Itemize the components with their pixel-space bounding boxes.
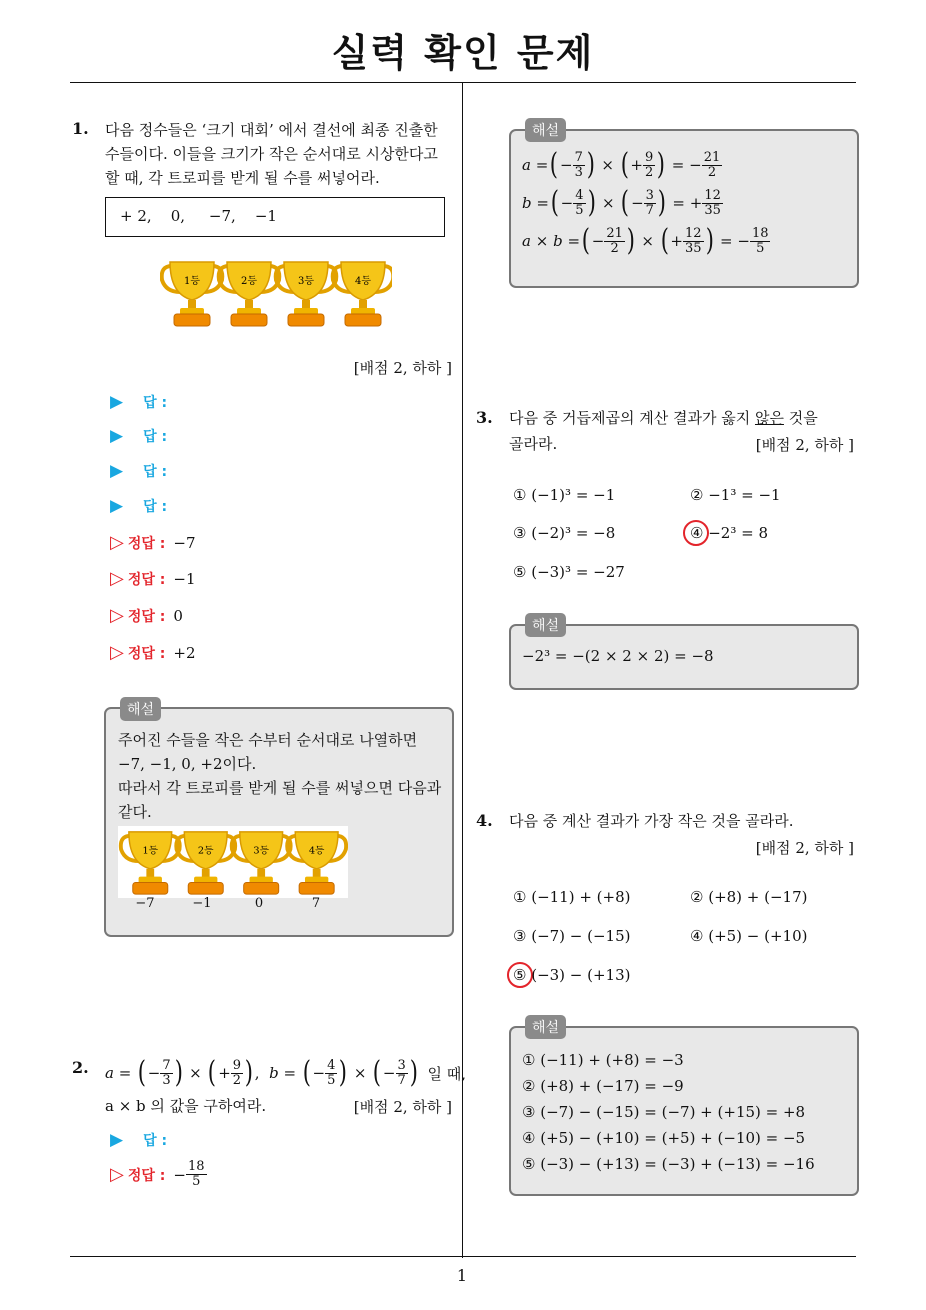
q4-choice-5[interactable]: ⑤ (−3) − (+13) [513, 966, 631, 984]
q1-meta: [배점 2, 하하 ] [353, 359, 452, 377]
q1-answer-blank[interactable] [110, 496, 167, 516]
correct-denominator: 5 [186, 1174, 207, 1189]
q1-number-set: + 2, 0, −7, −1 [120, 207, 277, 225]
q1-explanation-trophies [116, 828, 348, 900]
answer-label: 답 : [143, 499, 168, 515]
q1-correct-answer [110, 568, 196, 589]
q4-explanation-tag: 해설 [525, 1015, 566, 1039]
q3-choice-3[interactable]: ③ (−2)³ = −8 [513, 524, 616, 542]
explanation-line: ③ (−7) − (−15) = (−7) + (+15) = +8 [522, 1103, 806, 1121]
trophy-icon [333, 262, 392, 326]
q3-choice-1[interactable]: ① (−1)³ = −1 [513, 486, 616, 504]
explanation-value: 0 [254, 896, 264, 911]
trophy-icon [276, 262, 337, 326]
q2-number: 2. [72, 1058, 89, 1077]
trophy-label: 4등 [308, 845, 325, 857]
explanation-value: 7 [311, 896, 321, 911]
q2-explanation-tag: 해설 [525, 118, 566, 142]
q1-text-line: 다음 정수들은 ‘크기 대회’ 에서 결선에 최종 진출한 [105, 121, 438, 139]
triangle-outline-icon: ▷ [110, 532, 124, 553]
triangle-outline-icon: ▷ [110, 605, 124, 626]
explanation-line: −7, −1, 0, +2이다. [118, 755, 257, 773]
correct-label: 정답 : [127, 535, 166, 552]
trophy-label: 2등 [240, 276, 258, 287]
q2-explanation-line: a = ( − $\frac{7}{3}$ ) × ( + $\frac{9}{2}$ ) = − $\frac{21}{2}$ [522, 147, 721, 182]
trophy-icon [232, 832, 291, 894]
q1-text-line: 수들이다. 이들을 크기가 작은 순서대로 시상한다고 [105, 145, 438, 163]
q3-number: 3. [476, 408, 493, 427]
q1-text-line: 할 때, 각 트로피를 받게 될 수를 써넣어라. [105, 169, 380, 187]
q1-number: 1. [72, 119, 89, 138]
correct-label: 정답 : [127, 571, 166, 588]
header-rule [70, 82, 856, 83]
q1-explanation-text [118, 728, 448, 824]
triangle-outline-icon: ▷ [110, 642, 124, 663]
correct-label: 정답 : [127, 645, 166, 662]
trophy-label: 1등 [183, 276, 201, 287]
trophy-label: 2등 [197, 845, 214, 857]
correct-value: −1 [173, 569, 196, 588]
explanation-value: −1 [192, 896, 212, 911]
q1-correct-answer [110, 605, 183, 626]
q2-correct-answer [110, 1160, 207, 1189]
q2-meta: [배점 2, 하하 ] [353, 1098, 452, 1116]
q3-text-line2: 골라라. [509, 435, 558, 453]
trophy-icon [176, 832, 235, 894]
q1-text [105, 118, 450, 190]
trophy-label: 1등 [142, 845, 159, 857]
q3-meta: [배점 2, 하하 ] [755, 436, 854, 454]
explanation-line: ② (+8) + (−17) = −9 [522, 1077, 684, 1095]
triangle-outline-icon: ▷ [110, 568, 124, 589]
trophy-label: 4등 [354, 276, 372, 287]
q4-number: 4. [476, 811, 493, 830]
correct-sign: − [173, 1165, 186, 1184]
correct-label: 정답 : [127, 1167, 166, 1184]
triangle-right-icon: ▶ [110, 496, 124, 516]
trophy-icon [162, 262, 223, 326]
correct-value: 0 [173, 606, 183, 625]
q4-meta: [배점 2, 하하 ] [755, 839, 854, 857]
q1-correct-answer [110, 642, 196, 663]
q4-choice-3[interactable]: ③ (−7) − (−15) [513, 927, 631, 945]
explanation-line: ① (−11) + (+8) = −3 [522, 1051, 684, 1069]
q2-explanation-line: b = ( − $\frac{4}{5}$ ) × ( − $\frac{3}{7}$ ) = + $\frac{12}{35}$ [522, 185, 721, 220]
q1-answer-blank[interactable] [110, 461, 167, 481]
q2-text: a × b 의 값을 구하여라. [105, 1097, 267, 1115]
explanation-line: 따라서 각 트로피를 받게 될 수를 써넣으면 다음과 [118, 779, 442, 797]
correct-value: −7 [173, 533, 196, 552]
explanation-line: 주어진 수들을 작은 수부터 순서대로 나열하면 [118, 731, 418, 749]
q3-explanation-tag: 해설 [525, 613, 566, 637]
q3-text [509, 406, 818, 430]
triangle-right-icon: ▶ [110, 1130, 124, 1150]
q3-text-part: 것을 [783, 409, 818, 427]
trophy-label: 3등 [297, 276, 315, 287]
q3-text-part: 다음 중 거듭제곱의 계산 결과가 옳지 [509, 409, 755, 427]
q1-number-set-box [105, 197, 445, 237]
answer-label: 답 : [143, 395, 168, 411]
q2-explanation-line: a × b = ( − $\frac{21}{2}$ ) × ( + $\frac{12}{35}$ ) = − $\frac{18}{5}$ [522, 223, 769, 258]
q2-expression: a = ( − $\frac{7}{3}$ ) × ( + $\frac{9}{2}$ ) , b = ( − $\frac{4}{5}$ ) × ( − $\frac{3}{7}$ ) 일 때, [105, 1055, 467, 1090]
explanation-line: ⑤ (−3) − (+13) = (−3) + (−13) = −16 [522, 1155, 815, 1173]
correct-label: 정답 : [127, 608, 166, 625]
q4-text: 다음 중 계산 결과가 가장 작은 것을 골라라. [509, 812, 794, 830]
q1-explanation-tag: 해설 [120, 697, 161, 721]
q2-answer-blank[interactable] [110, 1130, 167, 1150]
triangle-right-icon: ▶ [110, 426, 124, 446]
q2-text-suffix: 일 때, [427, 1064, 467, 1083]
answer-label: 답 : [143, 464, 168, 480]
explanation-value: −7 [135, 896, 155, 911]
q3-choice-5[interactable]: ⑤ (−3)³ = −27 [513, 563, 625, 581]
correct-value: +2 [173, 643, 196, 662]
footer-rule [70, 1256, 856, 1257]
q3-choice-2[interactable]: ② −1³ = −1 [690, 486, 781, 504]
correct-numerator: 18 [187, 1159, 205, 1174]
explanation-line: ④ (+5) − (+10) = (+5) + (−10) = −5 [522, 1129, 806, 1147]
q3-explanation-text: −2³ = −(2 × 2 × 2) = −8 [522, 647, 714, 665]
trophy-icon [121, 832, 180, 894]
q4-choice-1[interactable]: ① (−11) + (+8) [513, 888, 631, 906]
trophy-icon [219, 262, 280, 326]
trophy-label: 3등 [253, 845, 269, 857]
q1-correct-answer [110, 532, 196, 553]
q1-answer-blank[interactable] [110, 392, 167, 412]
q4-choice-4[interactable]: ④ (+5) − (+10) [690, 927, 808, 945]
q4-explanation-text [522, 1047, 815, 1177]
q3-choice-4[interactable]: ④ −2³ = 8 [690, 524, 768, 542]
page-title: 실력 확인 문제 [331, 31, 595, 75]
answer-label: 답 : [143, 429, 168, 445]
trophy-icon [287, 832, 346, 894]
q3-text-underlined: 않은 [754, 409, 784, 427]
q1-answer-blank[interactable] [110, 426, 167, 446]
q1-trophies [160, 256, 392, 330]
explanation-line: 같다. [118, 803, 152, 821]
answer-label: 답 : [143, 1133, 168, 1149]
triangle-right-icon: ▶ [110, 392, 124, 412]
triangle-outline-icon: ▷ [110, 1164, 124, 1185]
q4-choice-2[interactable]: ② (+8) + (−17) [690, 888, 808, 906]
triangle-right-icon: ▶ [110, 461, 124, 481]
page-number: 1 [456, 1266, 468, 1285]
